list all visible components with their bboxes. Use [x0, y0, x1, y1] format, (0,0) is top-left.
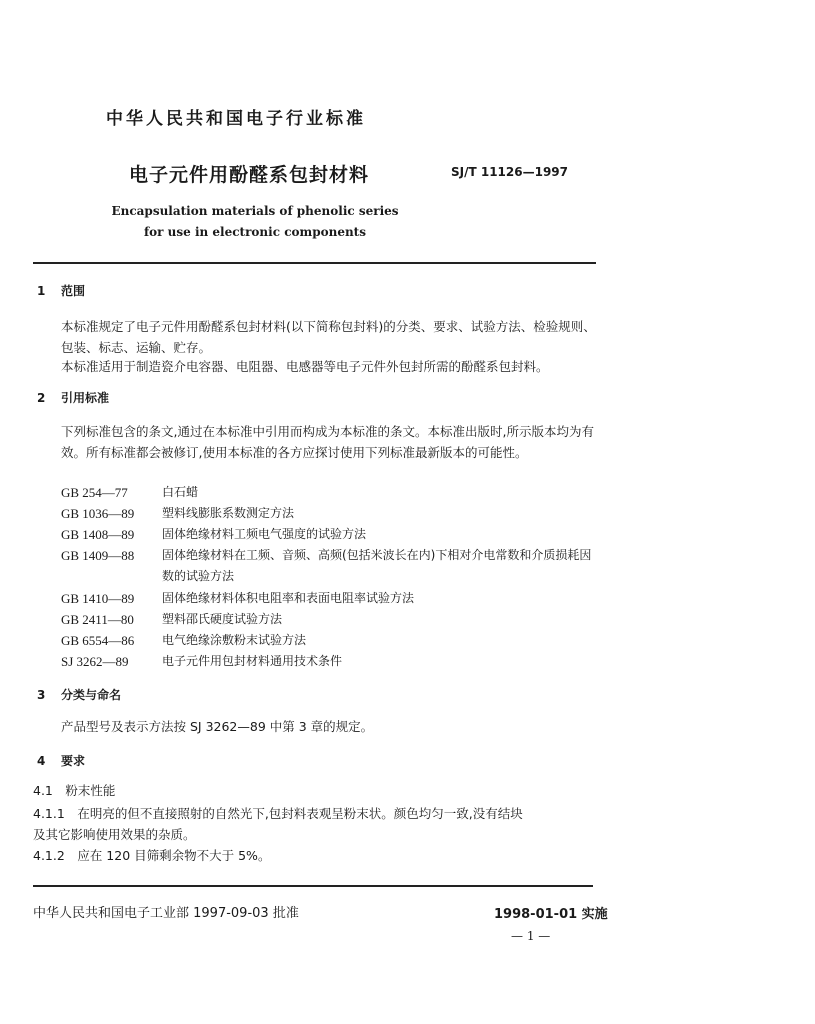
section-2-paragraph-1: [61, 421, 596, 463]
reference-title: 固体绝缘材料工频电气强度的试验方法: [162, 527, 367, 541]
reference-title: 塑料邵氏硬度试验方法: [162, 612, 283, 626]
reference-title: 固体绝缘材料体积电阻率和表面电阻率试验方法: [162, 591, 415, 605]
section-3-heading: [37, 686, 121, 703]
section-title: 引用标准: [61, 391, 110, 405]
reference-title: 电子元件用包封材料通用技术条件: [162, 654, 343, 668]
document-title-en-line1: Encapsulation materials of phenolic series: [111, 204, 399, 218]
reference-title: 固体绝缘材料在工频、音频、高频(包括米波长在内)下相对介电常数和介质损耗因数的试验方法: [162, 548, 592, 583]
reference-code: GB 1409—88: [61, 548, 135, 563]
paragraph-text: 本标准适用于制造瓷介电容器、电阻器、电感器等电子元件外包封所需的酚醛系包封料。: [61, 359, 549, 374]
reference-title: 电气绝缘涂敷粉末试验方法: [162, 633, 307, 647]
section-2-heading: [37, 389, 109, 406]
subsection-number: 4.1.2: [33, 848, 65, 863]
standard-number: SJ/T 11126—1997: [451, 165, 568, 179]
subsection-4-1-1: [33, 803, 596, 824]
section-number: 3: [37, 688, 46, 702]
reference-code: GB 2411—80: [61, 612, 134, 627]
section-title: 范围: [61, 284, 86, 298]
footer-rule: [33, 885, 593, 887]
reference-title: 白石蜡: [162, 485, 199, 499]
section-1-paragraph-1: [61, 316, 596, 358]
section-title: 要求: [61, 754, 86, 768]
section-number: 2: [37, 391, 46, 405]
section-4-heading: [37, 752, 85, 769]
subsection-4-1-2: [33, 845, 270, 866]
effective-date: 1998-01-01 实施: [494, 907, 608, 922]
section-number: 1: [37, 284, 46, 298]
paragraph-text: 下列标准包含的条文,通过在本标准中引用而构成为本标准的条文。本标准出版时,所示版本均为有效。所有标准都会被修订,使用本标准的各方应探讨使用下列标准最新版本的可能性。: [61, 424, 594, 460]
approval-statement: 中华人民共和国电子工业部 1997-09-03 批准: [33, 906, 299, 921]
subsection-number: 4.1.1: [33, 806, 65, 821]
section-title: 分类与命名: [61, 688, 122, 702]
paragraph-text: 本标准规定了电子元件用酚醛系包封材料(以下简称包封料)的分类、要求、试验方法、检验规则、包装、标志、运输、贮存。: [61, 319, 596, 355]
reference-code: GB 1036—89: [61, 506, 135, 521]
subsection-text: 在明亮的但不直接照射的自然光下,包封料表观呈粉末状。颜色均匀一致,没有结块: [77, 806, 523, 821]
subsection-4-1-1-continued: 及其它影响使用效果的杂质。: [33, 827, 196, 842]
section-number: 4: [37, 754, 46, 768]
reference-code: GB 1408—89: [61, 527, 135, 542]
paragraph-text: 产品型号及表示方法按 SJ 3262—89 中第 3 章的规定。: [61, 719, 374, 734]
reference-title: 塑料线膨胀系数测定方法: [162, 506, 295, 520]
page-number: — 1 —: [511, 929, 551, 943]
section-3-paragraph-1: [61, 716, 596, 737]
document-title-cn: 电子元件用酚醛系包封材料: [129, 164, 370, 186]
header-rule: [33, 262, 596, 264]
standard-category-heading: 中华人民共和国电子行业标准: [106, 109, 366, 129]
section-1-paragraph-2: [61, 356, 596, 377]
reference-code: GB 254—77: [61, 485, 128, 500]
section-1-heading: [37, 282, 85, 299]
subsection-4-1: 4.1 粉末性能: [33, 783, 116, 798]
subsection-text: 应在 120 目筛剩余物不大于 5%。: [77, 848, 271, 863]
reference-code: GB 1410—89: [61, 591, 135, 606]
document-title-en-line2: for use in electronic components: [144, 225, 366, 239]
reference-code: GB 6554—86: [61, 633, 135, 648]
reference-code: SJ 3262—89: [61, 654, 129, 669]
